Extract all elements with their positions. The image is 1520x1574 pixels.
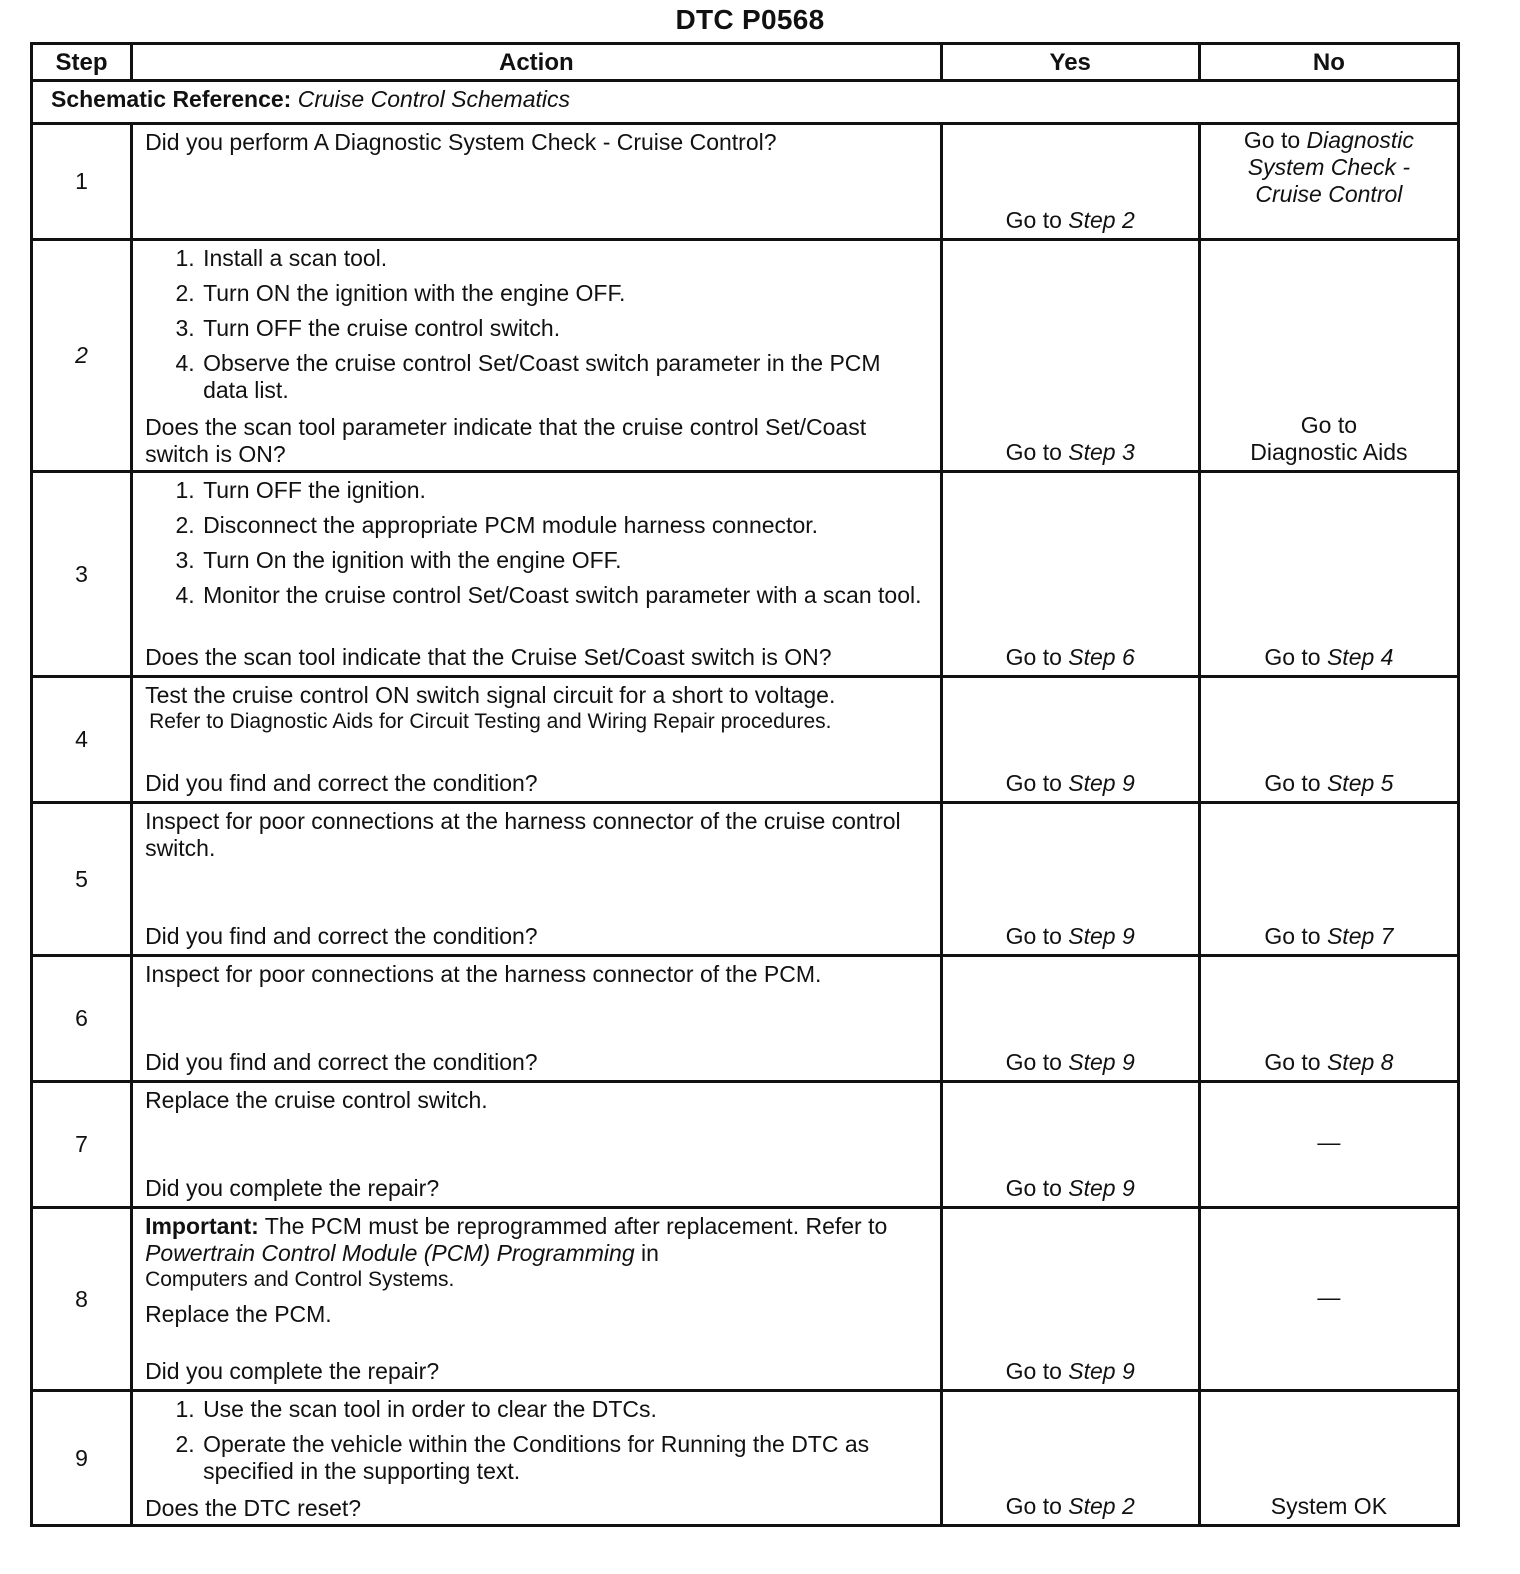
action-step-item: 4. Monitor the cruise control Set/Coast switch parameter with a scan tool. [201, 582, 928, 609]
yes-cell [941, 472, 1199, 677]
yes-cell [941, 1082, 1199, 1208]
no-cell [1199, 1082, 1458, 1208]
action-step-item: 1. Turn OFF the ignition. [201, 477, 928, 504]
action-question: Did you complete the repair? [145, 1358, 440, 1384]
header-row [32, 44, 1459, 81]
yes-goto-text: Go to [1005, 644, 1062, 670]
no-dash: — [1317, 1283, 1341, 1310]
step-number: 1 [32, 124, 132, 240]
action-cell [132, 956, 942, 1082]
action-cell [132, 1082, 942, 1208]
yes-cell [941, 124, 1199, 240]
action-question: Did you complete the repair? [145, 1175, 440, 1201]
no-link-diagnostic-aids[interactable]: Diagnostic Aids [1250, 439, 1408, 465]
no-cell [1199, 677, 1458, 803]
action-text: Replace the cruise control switch. [145, 1087, 488, 1113]
action-question: Does the DTC reset? [145, 1495, 362, 1521]
schematic-reference-row [32, 81, 1459, 124]
no-goto-text: Go to [1264, 923, 1321, 949]
yes-cell [941, 677, 1199, 803]
yes-goto-text: Go to [1005, 1175, 1062, 1201]
table-row [32, 124, 1459, 240]
header-action: Action [132, 44, 942, 81]
yes-step-link[interactable]: Step 9 [1068, 923, 1135, 949]
action-step-item: 2. Disconnect the appropriate PCM module harness connector. [201, 512, 928, 539]
no-goto-text: Go to [1264, 1049, 1321, 1075]
no-step-link[interactable]: Step 7 [1326, 923, 1394, 949]
action-cell [132, 1391, 942, 1526]
diagnostic-table [30, 42, 1460, 1527]
table-row [32, 956, 1459, 1082]
no-goto-text: Go to [1243, 127, 1301, 153]
action-question: Does the scan tool parameter indicate that the cruise control Set/Coast switch is ON? [145, 414, 867, 467]
yes-cell [941, 240, 1199, 472]
yes-step-link[interactable]: Step 2 [1068, 207, 1135, 233]
no-step-link[interactable]: Step 8 [1326, 1049, 1394, 1075]
yes-cell [941, 1391, 1199, 1526]
yes-goto-text: Go to [1005, 1358, 1062, 1384]
step-number: 5 [32, 803, 132, 956]
yes-cell [941, 1208, 1199, 1391]
step-number: 7 [32, 1082, 132, 1208]
step-number: 6 [32, 956, 132, 1082]
action-question: Did you find and correct the condition? [145, 770, 538, 796]
schematic-reference [32, 81, 1459, 124]
no-cell [1199, 956, 1458, 1082]
no-cell [1199, 240, 1458, 472]
action-question: Does the scan tool indicate that the Cruise Set/Coast switch is ON? [145, 644, 832, 670]
action-cell [132, 677, 942, 803]
action-step-item: 2. Turn ON the ignition with the engine OFF. [201, 280, 928, 307]
action-cell [132, 472, 942, 677]
page-title: DTC P0568 [675, 4, 825, 35]
no-goto-text: Go to [1264, 770, 1321, 796]
yes-goto-text: Go to [1005, 207, 1062, 233]
action-step-item: 1. Install a scan tool. [201, 245, 928, 272]
action-step-item: 1. Use the scan tool in order to clear the DTCs. [201, 1396, 928, 1423]
step-number: 4 [32, 677, 132, 803]
no-link-line1[interactable]: Diagnostic [1306, 127, 1414, 153]
action-steps-list [145, 1396, 928, 1493]
yes-step-link[interactable]: Step 9 [1068, 1175, 1135, 1201]
action-steps-list [145, 245, 928, 412]
action-question: Did you perform A Diagnostic System Check - Cruise Control? [145, 129, 777, 155]
header-step: Step [32, 44, 132, 81]
action-text: Test the cruise control ON switch signal circuit for a short to voltage. [145, 682, 836, 708]
important-tail: Computers and Control Systems. [145, 1268, 455, 1291]
action-text: Inspect for poor connections at the harness connector of the cruise control switch. [145, 808, 901, 861]
schematic-reference-label: Schematic Reference: [51, 86, 292, 112]
pcm-programming-link[interactable]: Powertrain Control Module (PCM) Programming [145, 1240, 635, 1266]
table-row [32, 803, 1459, 956]
important-label: Important: [145, 1213, 259, 1239]
action-cell [132, 240, 942, 472]
action-steps-list [145, 477, 928, 617]
action-cell [132, 803, 942, 956]
no-step-link[interactable]: Step 4 [1326, 644, 1394, 670]
step-number: 3 [32, 472, 132, 677]
yes-step-link[interactable]: Step 6 [1068, 644, 1135, 670]
table-row [32, 240, 1459, 472]
yes-step-link[interactable]: Step 2 [1068, 1493, 1135, 1519]
table-row [32, 1082, 1459, 1208]
important-text: The PCM must be reprogrammed after replacement. Refer to [264, 1213, 888, 1239]
action-cell [132, 124, 942, 240]
no-result: System OK [1270, 1493, 1388, 1519]
yes-goto-text: Go to [1005, 1493, 1062, 1519]
yes-step-link[interactable]: Step 3 [1068, 439, 1135, 465]
table-row [32, 472, 1459, 677]
action-note: Refer to Diagnostic Aids for Circuit Testing and Wiring Repair procedures. [149, 710, 832, 733]
schematic-reference-link[interactable]: Cruise Control Schematics [297, 86, 570, 112]
step-number: 2 [32, 240, 132, 472]
table-row [32, 677, 1459, 803]
step-number: 9 [32, 1391, 132, 1526]
header-no: No [1199, 44, 1458, 81]
yes-cell [941, 956, 1199, 1082]
yes-step-link[interactable]: Step 9 [1068, 1049, 1135, 1075]
no-link-line2[interactable]: System Check - [1247, 154, 1411, 180]
action-text: Replace the PCM. [145, 1301, 332, 1327]
yes-goto-text: Go to [1005, 439, 1062, 465]
no-link-line3[interactable]: Cruise Control [1255, 181, 1403, 207]
action-question: Did you find and correct the condition? [145, 1049, 538, 1075]
action-step-item: 4. Observe the cruise control Set/Coast switch parameter in the PCM data list. [201, 350, 928, 404]
action-question: Did you find and correct the condition? [145, 923, 538, 949]
no-step-link[interactable]: Step 5 [1326, 770, 1394, 796]
action-step-item: 3. Turn On the ignition with the engine OFF. [201, 547, 928, 574]
yes-goto-text: Go to [1005, 923, 1062, 949]
no-dash: — [1317, 1129, 1341, 1155]
step-number: 8 [32, 1208, 132, 1391]
yes-step-link[interactable]: Step 9 [1068, 770, 1135, 796]
no-goto-text: Go to [1300, 412, 1358, 438]
action-text: Inspect for poor connections at the harness connector of the PCM. [145, 961, 822, 987]
header-yes: Yes [941, 44, 1199, 81]
important-note [145, 1213, 928, 1267]
no-cell [1199, 1208, 1458, 1391]
no-cell [1199, 472, 1458, 677]
yes-goto-text: Go to [1005, 770, 1062, 796]
no-cell [1199, 803, 1458, 956]
action-cell [132, 1208, 942, 1391]
no-cell [1199, 124, 1458, 240]
yes-cell [941, 803, 1199, 956]
table-row [32, 1208, 1459, 1391]
action-step-item: 3. Turn OFF the cruise control switch. [201, 315, 928, 342]
table-row [32, 1391, 1459, 1526]
no-goto-text: Go to [1264, 644, 1321, 670]
action-step-item: 2. Operate the vehicle within the Conditions for Running the DTC as specified in the supporting text. [201, 1431, 928, 1485]
important-in: in [641, 1240, 659, 1266]
yes-goto-text: Go to [1005, 1049, 1062, 1075]
yes-step-link[interactable]: Step 9 [1068, 1358, 1135, 1384]
no-cell [1199, 1391, 1458, 1526]
